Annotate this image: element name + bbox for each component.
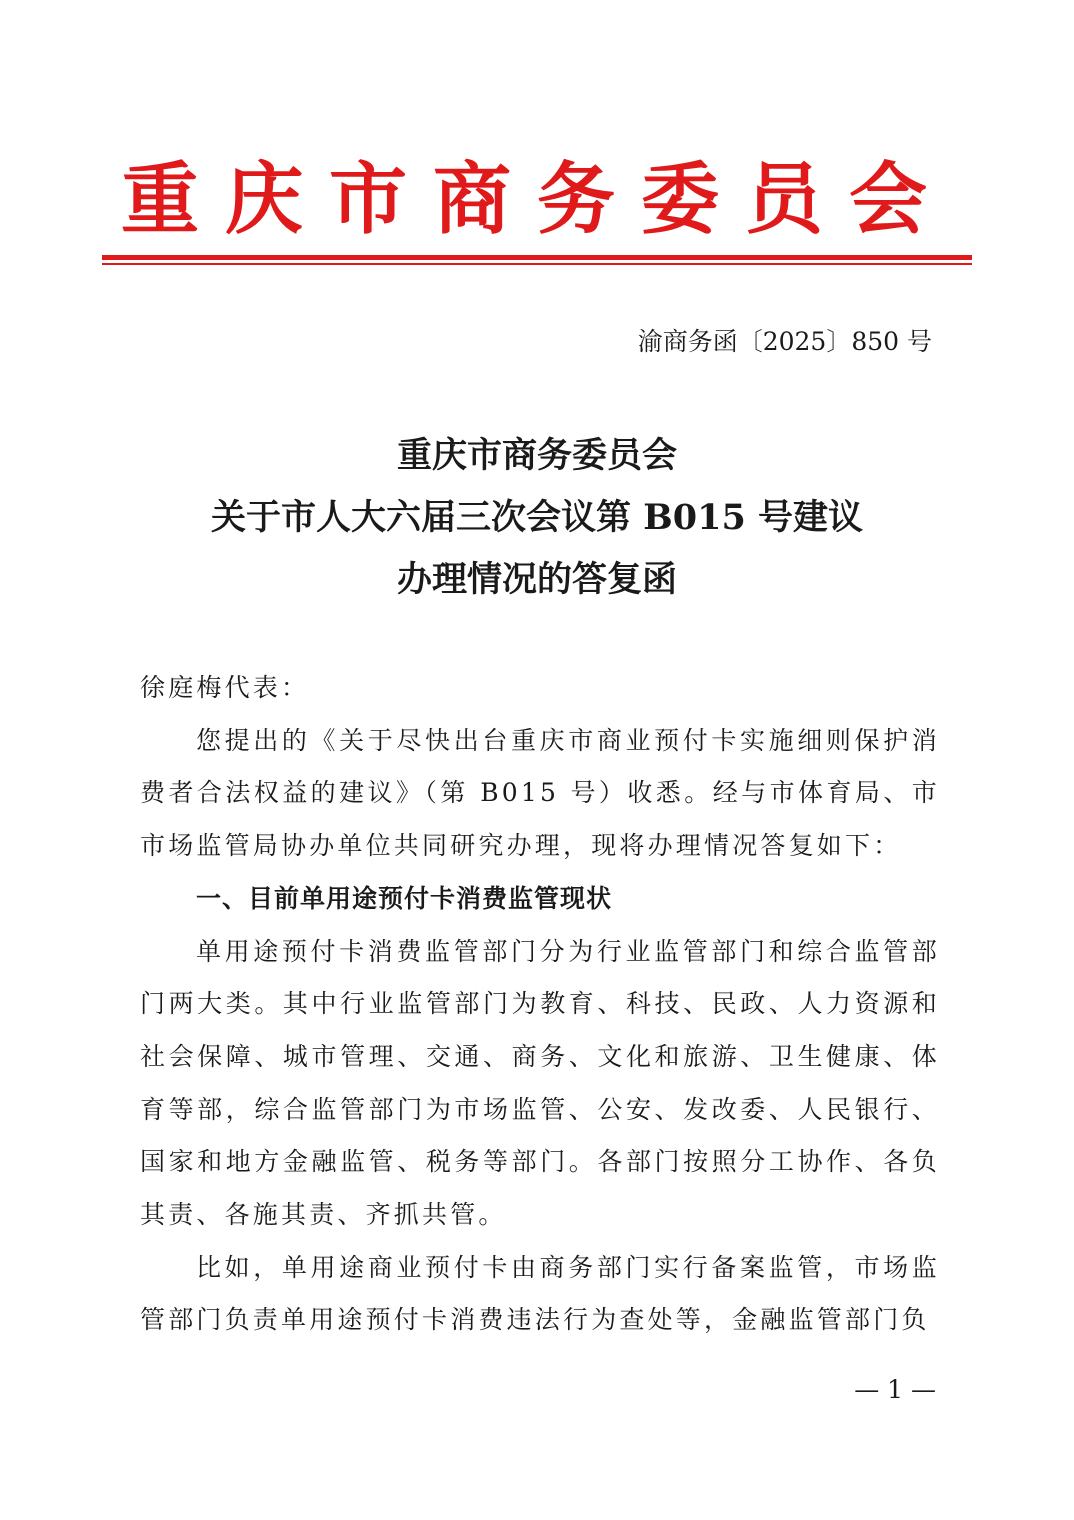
document-title [0, 425, 1074, 611]
salutation: 徐庭梅代表： [140, 673, 310, 702]
paragraph-intro: 您提出的《关于尽快出台重庆市商业预付卡实施细则保护消费者合法权益的建议》（第 B015 号）收悉。经与市体育局、市市场监管局协办单位共同研究办理，现将办理情况答复如下： [140, 725, 940, 861]
title-line-1: 重庆市商务委员会 [396, 435, 677, 476]
paragraph-regulators: 单用途预付卡消费监管部门分为行业监管部门和综合监管部门两大类。其中行业监管部门为教育、科技、民政、人力资源和社会保障、城市管理、交通、商务、文化和旅游、卫生健康、体育等部，综合监管部门为市场监管、公安、发改委、人民银行、国家和地方金融监管、税务等部门。各部门按照分工协作、各负其责、各施其责、齐抓共管。 [140, 936, 940, 1230]
paragraph-example: 比如，单用途商业预付卡由商务部门实行备案监管，市场监管部门负责单用途预付卡消费违法行为查处等，金融监管部门负 [140, 1252, 940, 1335]
red-header-rule-thick [102, 255, 972, 260]
title-line-2: 关于市人大六届三次会议第 B015 号建议 [210, 497, 863, 538]
issuing-organization-header: 重庆市商务委员会 [120, 154, 953, 245]
title-line-3: 办理情况的答复函 [396, 559, 677, 600]
page-number: — 1 — [854, 1375, 936, 1404]
section-heading-1: 一、目前单用途预付卡消费监管现状 [196, 883, 613, 913]
red-header-rule-thin [102, 263, 972, 265]
document-number: 渝商务函〔2025〕850 号 [637, 327, 932, 356]
document-body [140, 662, 940, 1347]
